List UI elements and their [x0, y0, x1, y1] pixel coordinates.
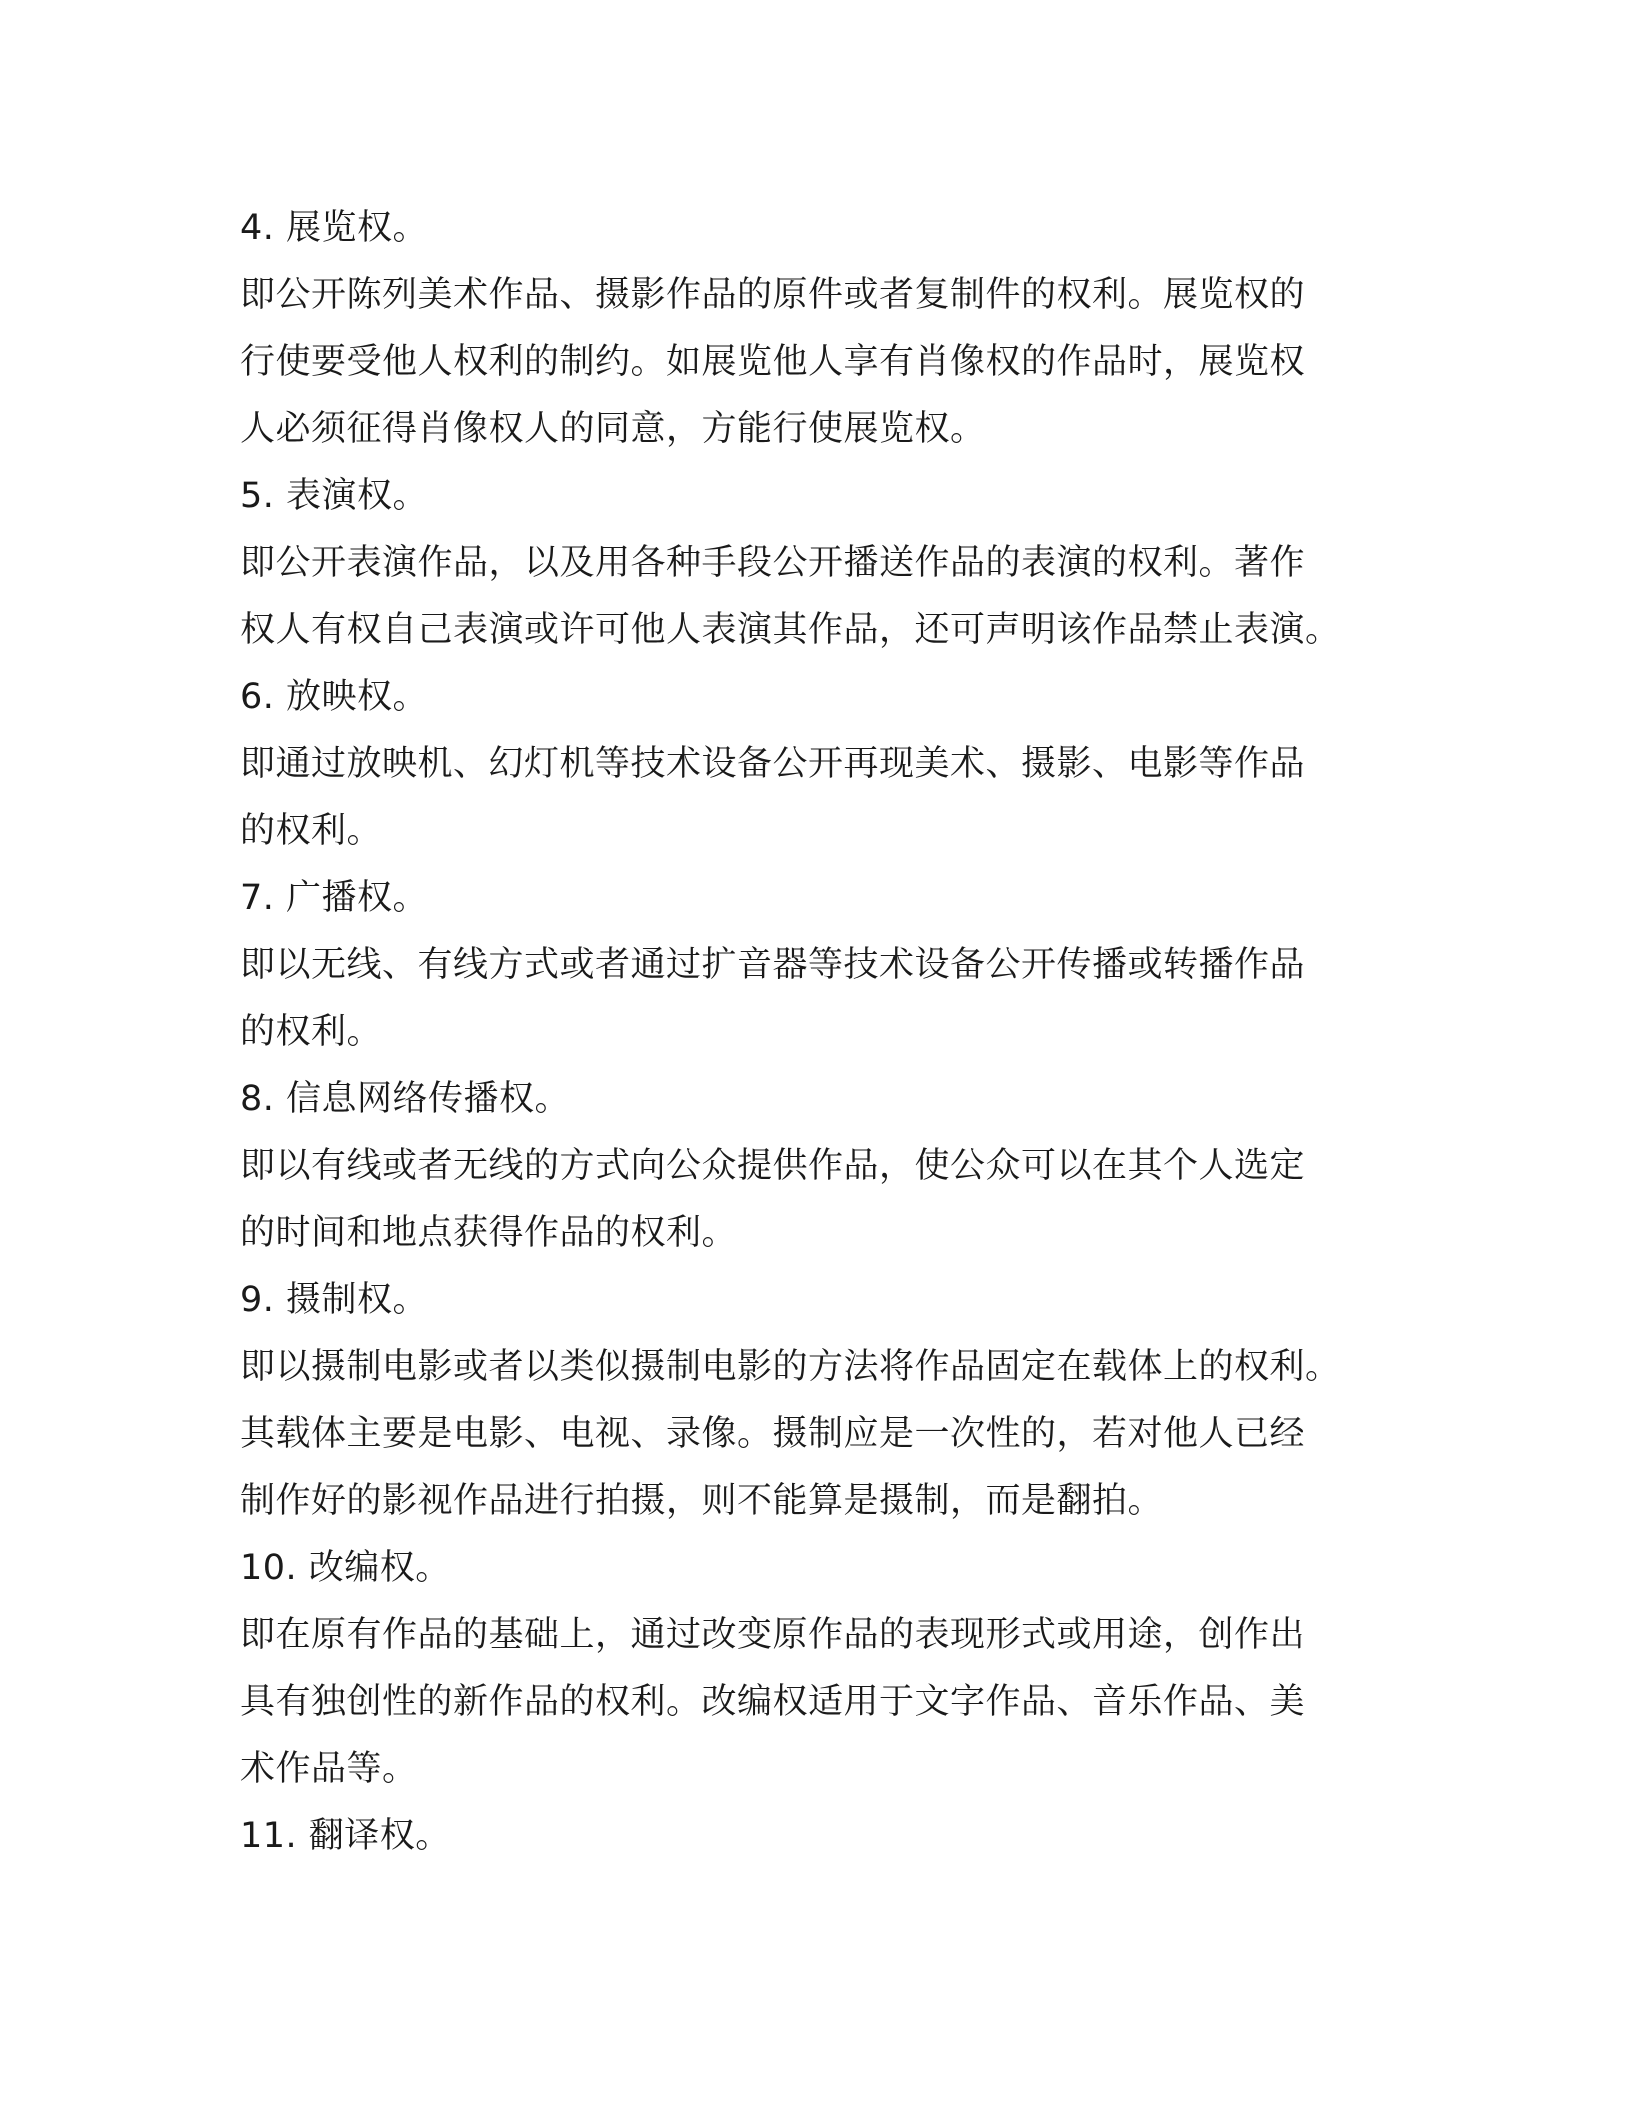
paragraph-line: 即在原有作品的基础上，通过改变原作品的表现形式或用途，创作出: [240, 1615, 1306, 1655]
section-heading: 11. 翻译权。: [240, 1816, 451, 1856]
paragraph-line: 即通过放映机、幻灯机等技术设备公开再现美术、摄影、电影等作品: [240, 744, 1306, 784]
paragraph-line: 制作好的影视作品进行拍摄，则不能算是摄制，而是翻拍。: [240, 1481, 1164, 1521]
document-body: [240, 195, 1420, 1870]
paragraph-line: 即以摄制电影或者以类似摄制电影的方法将作品固定在载体上的权利。: [240, 1347, 1341, 1387]
section-heading: 8. 信息网络传播权。: [240, 1079, 571, 1119]
section-heading: 9. 摄制权。: [240, 1280, 429, 1320]
section-heading: 10. 改编权。: [240, 1548, 451, 1588]
section-heading: 6. 放映权。: [240, 677, 429, 717]
section-heading: 7. 广播权。: [240, 878, 429, 918]
paragraph-line: 即公开陈列美术作品、摄影作品的原件或者复制件的权利。展览权的: [240, 275, 1306, 315]
paragraph-line: 的权利。: [240, 1012, 383, 1052]
paragraph-line: 权人有权自己表演或许可他人表演其作品，还可声明该作品禁止表演。: [240, 610, 1341, 650]
paragraph-line: 的权利。: [240, 811, 383, 851]
paragraph-line: 行使要受他人权利的制约。如展览他人享有肖像权的作品时，展览权: [240, 342, 1306, 382]
paragraph-line: 其载体主要是电影、电视、录像。摄制应是一次性的，若对他人已经: [240, 1414, 1306, 1454]
paragraph-line: 的时间和地点获得作品的权利。: [240, 1213, 738, 1253]
paragraph-line: 即以无线、有线方式或者通过扩音器等技术设备公开传播或转播作品: [240, 945, 1306, 985]
paragraph-line: 即以有线或者无线的方式向公众提供作品，使公众可以在其个人选定: [240, 1146, 1306, 1186]
section-heading: 4. 展览权。: [240, 208, 429, 248]
paragraph-line: 术作品等。: [240, 1749, 418, 1789]
paragraph-line: 即公开表演作品，以及用各种手段公开播送作品的表演的权利。著作: [240, 543, 1306, 583]
paragraph-line: 人必须征得肖像权人的同意，方能行使展览权。: [240, 409, 986, 449]
section-heading: 5. 表演权。: [240, 476, 429, 516]
paragraph-line: 具有独创性的新作品的权利。改编权适用于文字作品、音乐作品、美: [240, 1682, 1306, 1722]
